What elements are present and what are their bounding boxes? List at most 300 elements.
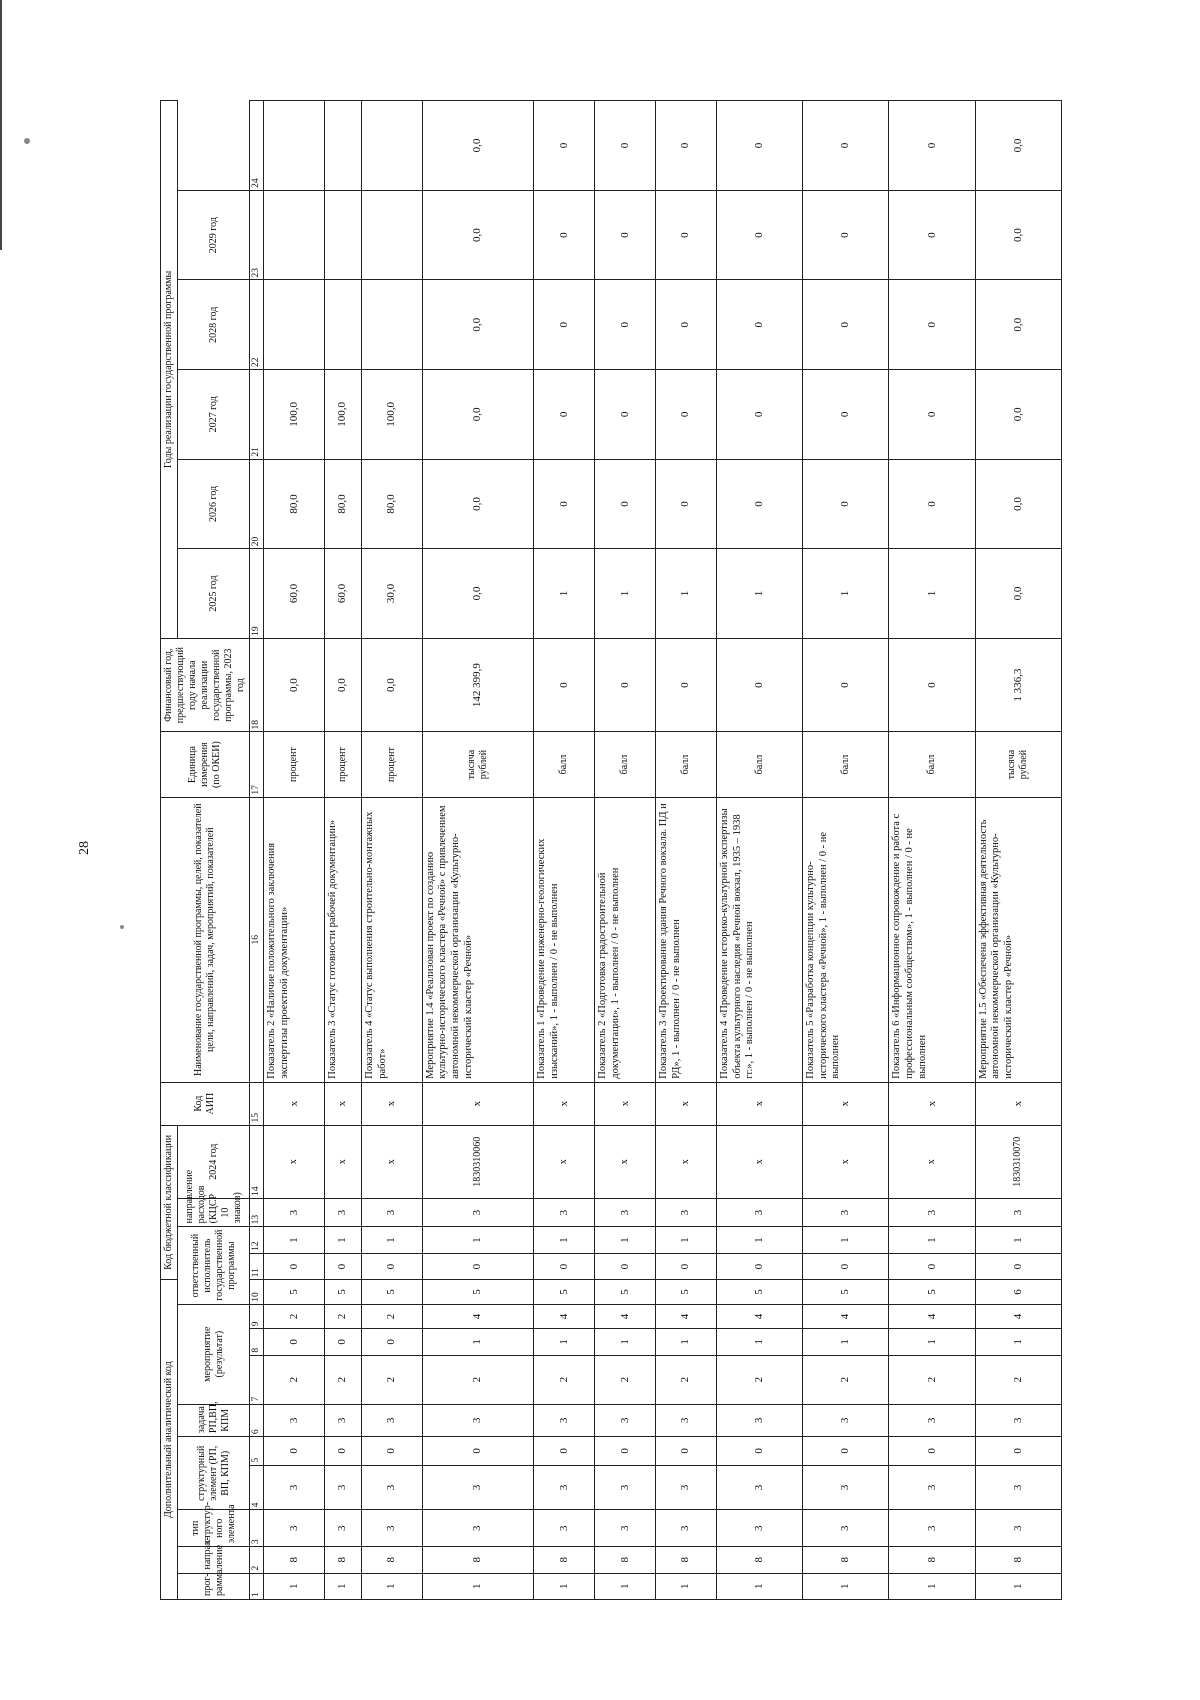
- code-cell: 0: [716, 1253, 802, 1279]
- code-cell: 2: [889, 1355, 975, 1404]
- year-value-cell: 80,0: [361, 459, 422, 549]
- year-value-cell: 0,0: [422, 459, 534, 549]
- code-cell: 3: [422, 1198, 534, 1227]
- code-cell: 2: [361, 1355, 422, 1404]
- code-cell: 5: [361, 1280, 422, 1304]
- header-event: мероприятие (результат): [178, 1304, 250, 1404]
- code-cell: 3: [889, 1465, 975, 1510]
- code-cell: 0: [534, 1437, 595, 1466]
- code-cell: 3: [264, 1510, 325, 1547]
- code-cell: 1: [534, 1227, 595, 1253]
- code-cell: 3: [534, 1198, 595, 1227]
- code-cell: 3: [361, 1198, 422, 1227]
- year-value-cell: 0,0: [422, 280, 534, 370]
- code-cell: 8: [361, 1547, 422, 1573]
- column-number: 15: [250, 1082, 264, 1125]
- column-number: 4: [250, 1465, 264, 1510]
- code-cell: 8: [656, 1547, 717, 1573]
- code-cell: 1: [595, 1227, 656, 1253]
- code-cell: 0: [803, 1437, 889, 1466]
- code-cell: 4: [889, 1304, 975, 1328]
- header-year-2026: 2026 год: [178, 459, 250, 549]
- table-row: [422, 101, 534, 1600]
- header-aip-code: Код АИП: [161, 1082, 250, 1125]
- expense-code-cell: x: [656, 1125, 717, 1198]
- code-cell: 4: [595, 1304, 656, 1328]
- expense-code-cell: x: [803, 1125, 889, 1198]
- code-cell: 1: [534, 1329, 595, 1355]
- code-cell: 1: [361, 1227, 422, 1253]
- name-cell: Показатель 2 «Подготовка градостроительной документации», 1 - выполнен / 0 - не выполнен: [595, 797, 656, 1082]
- header-row-1: [161, 101, 178, 1600]
- code-cell: 8: [595, 1547, 656, 1573]
- code-cell: 1: [889, 1573, 975, 1599]
- year-value-cell: 0,0: [422, 190, 534, 280]
- code-cell: 1: [595, 1573, 656, 1599]
- code-cell: 0: [656, 1253, 717, 1279]
- header-program: прог-рамма: [178, 1573, 250, 1599]
- header-year-2027: 2027 год: [178, 370, 250, 460]
- code-cell: 8: [716, 1547, 802, 1573]
- header-unit: Единица измерения (по ОКЕИ): [161, 732, 250, 797]
- aip-code-cell: x: [595, 1082, 656, 1125]
- year-value-cell: [264, 280, 325, 370]
- code-cell: 3: [803, 1404, 889, 1437]
- name-cell: Показатель 4 «Проведение историко-культурной экспертизы объекта культурного наследия «Речной вокзал, 1935 – 1938 гг.», 1 - выполнен / 0 - не выполнен: [716, 797, 802, 1082]
- year-value-cell: 0: [803, 280, 889, 370]
- code-cell: 3: [264, 1198, 325, 1227]
- code-cell: 1: [325, 1573, 362, 1599]
- table-row: [325, 101, 362, 1600]
- unit-cell: тысяча рублей: [422, 732, 534, 797]
- code-cell: 1: [716, 1227, 802, 1253]
- year-value-cell: 0: [534, 459, 595, 549]
- column-number: 17: [250, 732, 264, 797]
- column-number: 24: [250, 101, 264, 191]
- code-cell: 3: [534, 1404, 595, 1437]
- code-cell: 1: [803, 1573, 889, 1599]
- table-row: [803, 101, 889, 1600]
- column-number: 2: [250, 1547, 264, 1573]
- code-cell: 3: [716, 1465, 802, 1510]
- column-number: 23: [250, 190, 264, 280]
- code-cell: 2: [422, 1355, 534, 1404]
- code-cell: 3: [656, 1465, 717, 1510]
- rotated-page: [160, 100, 1030, 1600]
- code-cell: 8: [422, 1547, 534, 1573]
- header-year-2028: 2028 год: [178, 280, 250, 370]
- prev-year-cell: 1 336,3: [975, 638, 1061, 732]
- code-cell: 1: [656, 1573, 717, 1599]
- code-cell: 8: [264, 1547, 325, 1573]
- aip-code-cell: x: [889, 1082, 975, 1125]
- year-value-cell: 1: [889, 549, 975, 639]
- year-value-cell: 0: [595, 459, 656, 549]
- year-value-cell: 100,0: [264, 370, 325, 460]
- prev-year-cell: 142 399,9: [422, 638, 534, 732]
- code-cell: 0: [595, 1437, 656, 1466]
- code-cell: 5: [422, 1280, 534, 1304]
- code-cell: 4: [716, 1304, 802, 1328]
- aip-code-cell: x: [325, 1082, 362, 1125]
- code-cell: 3: [595, 1465, 656, 1510]
- name-cell: Показатель 2 «Наличие положительного заключения экспертизы проектной документации»: [264, 797, 325, 1082]
- code-cell: 1: [716, 1329, 802, 1355]
- code-cell: 0: [264, 1253, 325, 1279]
- year-value-cell: 0,0: [975, 370, 1061, 460]
- code-cell: 1: [889, 1329, 975, 1355]
- unit-cell: балл: [534, 732, 595, 797]
- expense-code-cell: x: [325, 1125, 362, 1198]
- aip-code-cell: x: [656, 1082, 717, 1125]
- code-cell: 0: [264, 1329, 325, 1355]
- code-cell: 5: [595, 1280, 656, 1304]
- code-cell: 5: [656, 1280, 717, 1304]
- code-cell: 3: [361, 1404, 422, 1437]
- year-value-cell: 0,0: [975, 101, 1061, 191]
- code-cell: 3: [325, 1404, 362, 1437]
- code-cell: 3: [975, 1510, 1061, 1547]
- year-value-cell: 0: [656, 280, 717, 370]
- code-cell: 3: [803, 1510, 889, 1547]
- code-cell: 1: [803, 1227, 889, 1253]
- header-direction: направ-ление: [178, 1547, 250, 1573]
- aip-code-cell: x: [803, 1082, 889, 1125]
- year-value-cell: 0: [716, 190, 802, 280]
- prev-year-cell: 0: [595, 638, 656, 732]
- code-cell: 0: [325, 1253, 362, 1279]
- year-value-cell: 0: [656, 101, 717, 191]
- header-budget-code: Код бюджетной классификации: [161, 1125, 178, 1280]
- header-years: Годы реализации государственной программы: [161, 101, 178, 639]
- year-value-cell: [361, 101, 422, 191]
- header-expense: направление расходов (КЦСР 10 знаков): [178, 1198, 250, 1227]
- aip-code-cell: x: [422, 1082, 534, 1125]
- code-cell: 5: [325, 1280, 362, 1304]
- program-table: [160, 100, 1062, 1600]
- year-value-cell: [325, 101, 362, 191]
- code-cell: 3: [361, 1510, 422, 1547]
- year-value-cell: 0: [595, 280, 656, 370]
- column-number: 20: [250, 459, 264, 549]
- year-value-cell: 0,0: [975, 549, 1061, 639]
- year-value-cell: 60,0: [264, 549, 325, 639]
- scan-edge-line: [0, 0, 2, 250]
- header-analytic-code: Дополнительный аналитический код: [161, 1280, 178, 1600]
- prev-year-cell: 0: [889, 638, 975, 732]
- code-cell: 2: [595, 1355, 656, 1404]
- code-cell: 8: [325, 1547, 362, 1573]
- code-cell: 3: [595, 1510, 656, 1547]
- column-number: 21: [250, 370, 264, 460]
- table-body: [264, 101, 1062, 1600]
- expense-code-cell: 1830310060: [422, 1125, 534, 1198]
- year-value-cell: 0: [595, 370, 656, 460]
- prev-year-cell: 0,0: [361, 638, 422, 732]
- year-value-cell: 0: [803, 370, 889, 460]
- header-task: задача РП,ВП, КПМ: [178, 1404, 250, 1437]
- year-value-cell: 0: [889, 280, 975, 370]
- code-cell: 4: [656, 1304, 717, 1328]
- code-cell: 3: [656, 1404, 717, 1437]
- table-row: [534, 101, 595, 1600]
- code-cell: 6: [975, 1280, 1061, 1304]
- code-cell: 0: [534, 1253, 595, 1279]
- header-year-2029: 2029 год: [178, 190, 250, 280]
- code-cell: 3: [264, 1465, 325, 1510]
- code-cell: 3: [975, 1465, 1061, 1510]
- aip-code-cell: x: [361, 1082, 422, 1125]
- year-value-cell: 0: [656, 459, 717, 549]
- code-cell: 0: [422, 1437, 534, 1466]
- column-number: 19: [250, 549, 264, 639]
- code-cell: 3: [889, 1404, 975, 1437]
- aip-code-cell: x: [716, 1082, 802, 1125]
- code-cell: 0: [803, 1253, 889, 1279]
- code-cell: 2: [716, 1355, 802, 1404]
- code-cell: 3: [422, 1465, 534, 1510]
- code-cell: 3: [422, 1510, 534, 1547]
- code-cell: 0: [595, 1253, 656, 1279]
- code-cell: 3: [595, 1198, 656, 1227]
- scan-speck: [120, 925, 124, 929]
- code-cell: 3: [534, 1510, 595, 1547]
- year-value-cell: 0,0: [975, 280, 1061, 370]
- table-row: [656, 101, 717, 1600]
- code-cell: 8: [889, 1547, 975, 1573]
- unit-cell: процент: [361, 732, 422, 797]
- year-value-cell: 1: [595, 549, 656, 639]
- year-value-cell: 0,0: [422, 549, 534, 639]
- code-cell: 5: [264, 1280, 325, 1304]
- code-cell: 1: [975, 1329, 1061, 1355]
- column-number-row: [250, 101, 264, 1600]
- code-cell: 2: [264, 1355, 325, 1404]
- header-year-2024: 2024 год: [178, 1125, 250, 1198]
- code-cell: 3: [534, 1465, 595, 1510]
- scan-speck: [24, 138, 30, 144]
- header-name: Наименование государственной программы, целей, показателей цели, направлений, задач, мероприятий, показателей: [161, 797, 250, 1082]
- code-cell: 1: [264, 1573, 325, 1599]
- code-cell: 1: [716, 1573, 802, 1599]
- prev-year-cell: 0: [803, 638, 889, 732]
- code-cell: 0: [361, 1437, 422, 1466]
- code-cell: 3: [361, 1465, 422, 1510]
- code-cell: 2: [325, 1304, 362, 1328]
- code-cell: 8: [975, 1547, 1061, 1573]
- aip-code-cell: x: [534, 1082, 595, 1125]
- expense-code-cell: x: [889, 1125, 975, 1198]
- year-value-cell: 0: [716, 370, 802, 460]
- code-cell: 1: [595, 1329, 656, 1355]
- code-cell: 2: [264, 1304, 325, 1328]
- code-cell: 2: [361, 1304, 422, 1328]
- code-cell: 0: [975, 1437, 1061, 1466]
- code-cell: 2: [656, 1355, 717, 1404]
- year-value-cell: 0,0: [975, 459, 1061, 549]
- code-cell: 8: [534, 1547, 595, 1573]
- column-number: 6: [250, 1404, 264, 1437]
- year-value-cell: [325, 280, 362, 370]
- year-value-cell: 0: [803, 190, 889, 280]
- year-value-cell: 1: [716, 549, 802, 639]
- expense-code-cell: x: [534, 1125, 595, 1198]
- code-cell: 3: [716, 1404, 802, 1437]
- code-cell: 3: [264, 1404, 325, 1437]
- name-cell: Показатель 5 «Разработка концепции культурно-исторического кластера «Речной», 1 - выполнен / 0 - не выполнен: [803, 797, 889, 1082]
- code-cell: 0: [361, 1329, 422, 1355]
- code-cell: 0: [264, 1437, 325, 1466]
- code-cell: 3: [325, 1198, 362, 1227]
- year-value-cell: 0: [716, 101, 802, 191]
- header-year-2025: 2025 год: [178, 549, 250, 639]
- code-cell: 1: [803, 1329, 889, 1355]
- column-number: 3: [250, 1510, 264, 1547]
- code-cell: 2: [975, 1355, 1061, 1404]
- code-cell: 0: [325, 1329, 362, 1355]
- prev-year-cell: 0: [534, 638, 595, 732]
- year-value-cell: 0: [534, 101, 595, 191]
- code-cell: 3: [656, 1510, 717, 1547]
- year-value-cell: 0: [803, 101, 889, 191]
- unit-cell: тысяча рублей: [975, 732, 1061, 797]
- code-cell: 1: [656, 1227, 717, 1253]
- code-cell: 8: [803, 1547, 889, 1573]
- code-cell: 5: [716, 1280, 802, 1304]
- code-cell: 5: [803, 1280, 889, 1304]
- column-number: 9: [250, 1304, 264, 1328]
- column-number: 11: [250, 1253, 264, 1279]
- year-value-cell: 0: [889, 459, 975, 549]
- header-type: тип структур-ного элемента: [178, 1510, 250, 1547]
- expense-code-cell: x: [264, 1125, 325, 1198]
- unit-cell: процент: [264, 732, 325, 797]
- name-cell: Показатель 4 «Статус выполнения строительно-монтажных работ»: [361, 797, 422, 1082]
- code-cell: 5: [889, 1280, 975, 1304]
- header-prev-year: Финансовый год, предшествующий году начала реализации государственной программы, 2023 год: [161, 638, 250, 732]
- code-cell: 2: [803, 1355, 889, 1404]
- code-cell: 3: [803, 1465, 889, 1510]
- year-value-cell: 0: [534, 370, 595, 460]
- code-cell: 0: [361, 1253, 422, 1279]
- code-cell: 0: [889, 1253, 975, 1279]
- code-cell: 0: [422, 1253, 534, 1279]
- code-cell: 3: [716, 1510, 802, 1547]
- table-row: [975, 101, 1061, 1600]
- expense-code-cell: x: [716, 1125, 802, 1198]
- name-cell: Показатель 1 «Проведение инженерно-геологических изысканий», 1 - выполнен / 0 - не выполнен: [534, 797, 595, 1082]
- year-value-cell: 0: [716, 459, 802, 549]
- column-number: 8: [250, 1329, 264, 1355]
- table-row: [889, 101, 975, 1600]
- unit-cell: балл: [716, 732, 802, 797]
- column-number: 14: [250, 1125, 264, 1198]
- table-row: [595, 101, 656, 1600]
- column-number: 16: [250, 797, 264, 1082]
- table-row: [361, 101, 422, 1600]
- code-cell: 1: [656, 1329, 717, 1355]
- code-cell: 2: [325, 1355, 362, 1404]
- code-cell: 1: [361, 1573, 422, 1599]
- unit-cell: балл: [656, 732, 717, 797]
- prev-year-cell: 0,0: [264, 638, 325, 732]
- year-value-cell: 60,0: [325, 549, 362, 639]
- prev-year-cell: 0: [716, 638, 802, 732]
- column-number: 18: [250, 638, 264, 732]
- year-value-cell: 0: [716, 280, 802, 370]
- code-cell: 1: [422, 1227, 534, 1253]
- code-cell: 1: [422, 1573, 534, 1599]
- unit-cell: процент: [325, 732, 362, 797]
- prev-year-cell: 0,0: [325, 638, 362, 732]
- header-struct: структурный элемент (РП, ВП, КПМ): [178, 1437, 250, 1510]
- year-value-cell: 1: [803, 549, 889, 639]
- code-cell: 1: [889, 1227, 975, 1253]
- column-number: 1: [250, 1573, 264, 1599]
- name-cell: Мероприятие 1.4 «Реализован проект по созданию культурно-исторического кластера «Речной» с привлечением автономной некоммерческой организации «Культурно-исторический кластер «Речной»: [422, 797, 534, 1082]
- code-cell: 1: [422, 1329, 534, 1355]
- code-cell: 5: [534, 1280, 595, 1304]
- code-cell: 1: [534, 1573, 595, 1599]
- year-value-cell: 0: [534, 280, 595, 370]
- year-value-cell: 0: [656, 190, 717, 280]
- expense-code-cell: 1830310070: [975, 1125, 1061, 1198]
- year-value-cell: 30,0: [361, 549, 422, 639]
- column-number: 7: [250, 1355, 264, 1404]
- year-value-cell: 1: [534, 549, 595, 639]
- code-cell: 1: [264, 1227, 325, 1253]
- year-value-cell: 100,0: [361, 370, 422, 460]
- expense-code-cell: x: [595, 1125, 656, 1198]
- year-value-cell: [361, 190, 422, 280]
- code-cell: 3: [422, 1404, 534, 1437]
- aip-code-cell: x: [975, 1082, 1061, 1125]
- unit-cell: балл: [889, 732, 975, 797]
- code-cell: 1: [325, 1227, 362, 1253]
- year-value-cell: 1: [656, 549, 717, 639]
- year-value-cell: [361, 280, 422, 370]
- year-value-cell: 0: [534, 190, 595, 280]
- code-cell: 2: [534, 1355, 595, 1404]
- prev-year-cell: 0: [656, 638, 717, 732]
- name-cell: Показатель 6 «Информационное сопровождение и работа с профессиональным сообществом», 1 - выполнен / 0 - не выполнен: [889, 797, 975, 1082]
- name-cell: Показатель 3 «Проектирование здания Речного вокзала. ПД и РД», 1 - выполнен / 0 - не выполнен: [656, 797, 717, 1082]
- expense-code-cell: x: [361, 1125, 422, 1198]
- code-cell: 0: [716, 1437, 802, 1466]
- header-responsible: ответственный исполнитель государственной программы: [178, 1227, 250, 1304]
- year-value-cell: 0: [656, 370, 717, 460]
- code-cell: 3: [889, 1198, 975, 1227]
- column-number: 22: [250, 280, 264, 370]
- unit-cell: балл: [595, 732, 656, 797]
- year-value-cell: 100,0: [325, 370, 362, 460]
- code-cell: 3: [975, 1198, 1061, 1227]
- code-cell: 1: [975, 1573, 1061, 1599]
- code-cell: 1: [975, 1227, 1061, 1253]
- name-cell: Мероприятие 1.5 «Обеспечена эффективная деятельность автономной некоммерческой организации «Культурно-исторический кластер «Речной»: [975, 797, 1061, 1082]
- year-value-cell: 0: [803, 459, 889, 549]
- aip-code-cell: x: [264, 1082, 325, 1125]
- code-cell: 4: [422, 1304, 534, 1328]
- year-value-cell: 0: [889, 190, 975, 280]
- code-cell: 3: [975, 1404, 1061, 1437]
- year-value-cell: 80,0: [264, 459, 325, 549]
- year-value-cell: 80,0: [325, 459, 362, 549]
- table-row: [716, 101, 802, 1600]
- code-cell: 3: [325, 1510, 362, 1547]
- year-value-cell: 0: [889, 101, 975, 191]
- code-cell: 3: [595, 1404, 656, 1437]
